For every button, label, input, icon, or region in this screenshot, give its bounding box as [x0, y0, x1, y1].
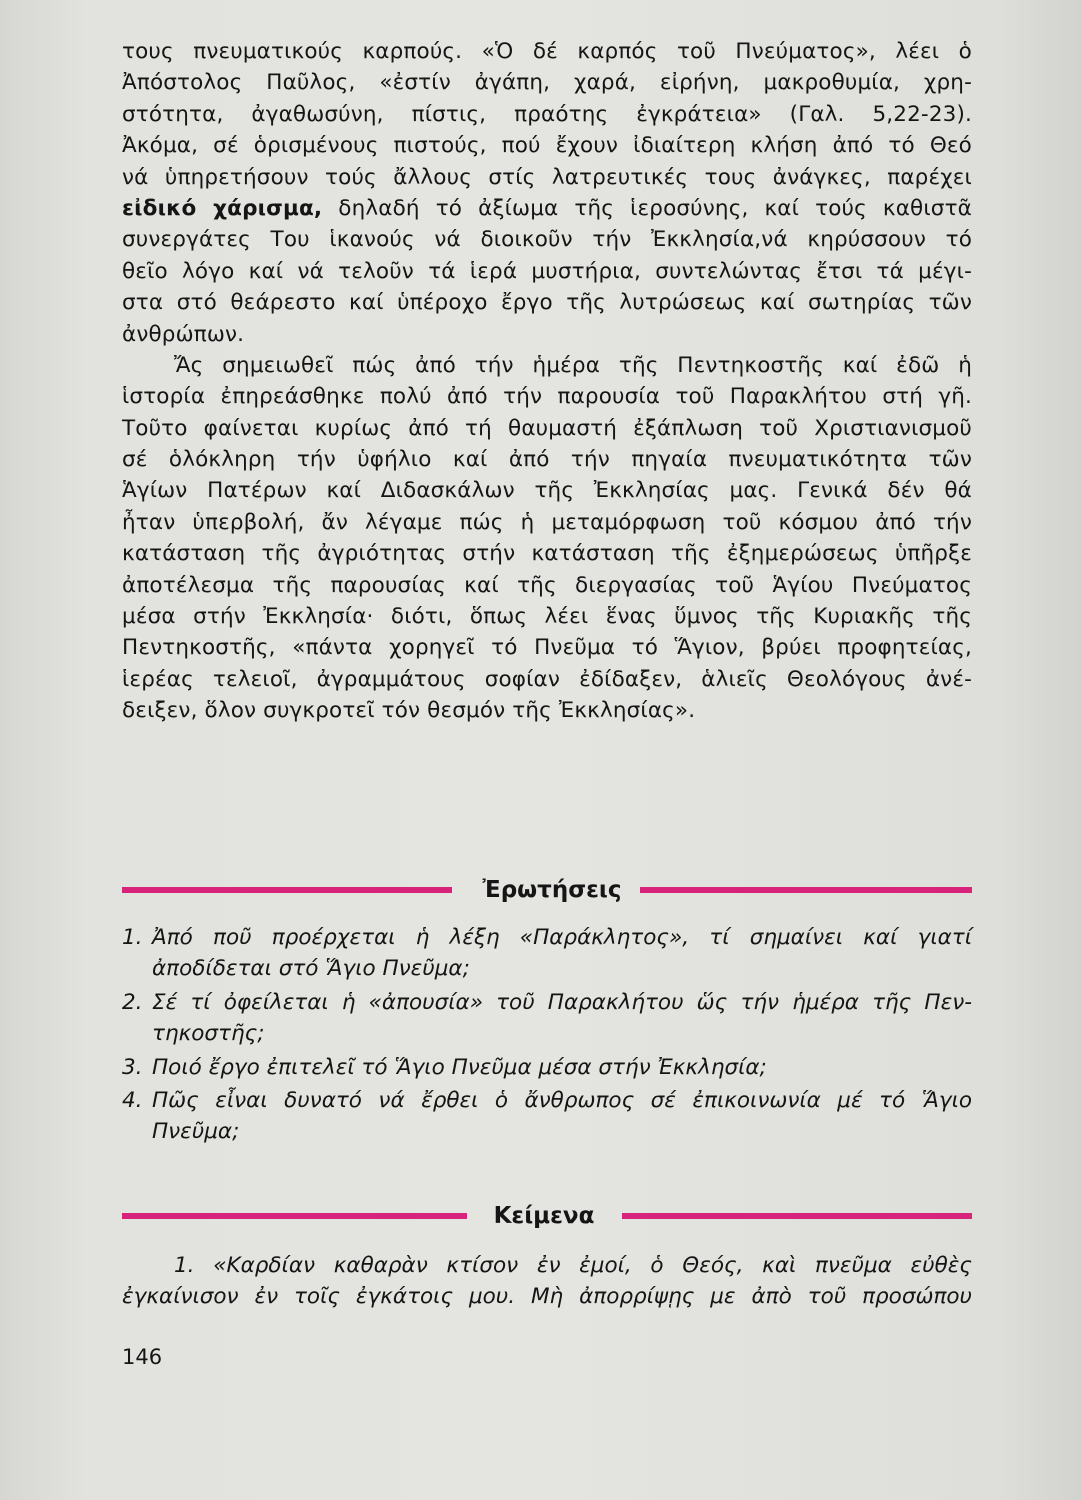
question-line: τηκοστῆς;: [152, 1021, 265, 1047]
text-line: Ἁγίων Πατέρων καί Διδασκάλων τῆς Ἐκκλησίας μας. Γενικά δέν θά: [122, 478, 972, 504]
texts-excerpt: [122, 1250, 972, 1313]
text-line: ἦταν ὑπερβολή, ἄν λέγαμε πώς ἡ μεταμόρφωση τοῦ κόσμου ἀπό τήν: [122, 509, 972, 535]
main-text: [122, 36, 972, 727]
question-line: ἀποδίδεται στό Ἅγιο Πνεῦμα;: [152, 956, 470, 982]
question-text: Πῶς εἶναι δυνατό νά ἔρθει ὁ ἄνθρωπος σέ ἐπικοινωνία μέ τό Ἅγιο: [152, 1087, 972, 1113]
text-line: στα στό θεάρεστο καί ὑπέροχο ἔργο τῆς λυτρώσεως καί σωτηρίας τῶν: [122, 290, 972, 316]
texts-title: Κείμενα: [493, 1203, 595, 1229]
question-line: [122, 987, 972, 1018]
question-item: [122, 987, 972, 1050]
question-text: Σέ τί ὀφείλεται ἡ «ἀπουσία» τοῦ Παρακλήτου ὥς τήν ἡμέρα τῆς Πεν-: [152, 989, 972, 1015]
question-line: [122, 1085, 972, 1116]
question-line: Πνεῦμα;: [152, 1119, 240, 1145]
question-item: [122, 1085, 972, 1148]
question-text: Ποιό ἔργο ἐπιτελεῖ τό Ἅγιο Πνεῦμα μέσα στήν Ἐκκλησία;: [152, 1054, 767, 1080]
excerpt-line: ἐγκαίνισον ἐν τοῖς ἐγκάτοις μου. Μὴ ἀπορρίψῃς με ἀπὸ τοῦ προσώπου: [122, 1284, 972, 1310]
text-line: Τοῦτο φαίνεται κυρίως ἀπό τή θαυμαστή ἐξάπλωση τοῦ Χριστιανισμοῦ: [122, 415, 972, 441]
texts-heading: [122, 1196, 972, 1236]
text-line: νά ὑπηρετήσουν τούς ἄλλους στίς λατρευτικές τους ἀνάγκες, παρέχει: [122, 164, 972, 190]
question-number: 1.: [122, 925, 143, 950]
text-line: Ἀπόστολος Παῦλος, «ἐστίν ἀγάπη, χαρά, εἰρήνη, μακροθυμία, χρη-: [122, 70, 972, 96]
question-line: [122, 1052, 972, 1083]
text-line: στότητα, ἀγαθωσύνη, πίστις, πραότης ἐγκράτεια» (Γαλ. 5,22-23).: [122, 101, 972, 127]
question-text: Ἀπό ποῦ προέρχεται ἡ λέξη «Παράκλητος», τί σημαίνει καί γιατί: [152, 925, 972, 950]
heading-rule-left: [122, 1213, 467, 1219]
text-line: ἀποτέλεσμα τῆς παρουσίας καί τῆς διεργασίας τοῦ Ἁγίου Πνεύματος: [122, 572, 972, 598]
question-item: [122, 1052, 972, 1083]
text-line: μέσα στήν Ἐκκλησία· διότι, ὅπως λέει ἕνας ὕμνος τῆς Κυριακῆς τῆς: [122, 604, 972, 630]
text-line: συνεργάτες Του ἱκανούς νά διοικοῦν τήν Ἐκκλησία,νά κηρύσσουν τό: [122, 227, 972, 253]
text-line: δειξεν, ὅλον συγκροτεῖ τόν θεσμόν τῆς Ἐκκλησίας».: [122, 698, 696, 724]
text-line: κατάσταση τῆς ἀγριότητας στήν κατάσταση τῆς ἐξημερώσεως ὑπῆρξε: [122, 541, 972, 567]
question-number: 4.: [122, 1087, 143, 1113]
text-line: Ἀκόμα, σέ ὁρισμένους πιστούς, πού ἔχουν ἰδιαίτερη κλήση ἀπό τό Θεό: [122, 133, 972, 159]
questions-heading: [122, 870, 972, 910]
page-number: 146: [122, 1345, 163, 1369]
heading-rule-right: [640, 887, 972, 893]
question-number: 3.: [122, 1054, 143, 1080]
question-item: [122, 922, 972, 985]
text-line: τους πνευματικούς καρπούς. «Ὁ δέ καρπός τοῦ Πνεύματος», λέει ὁ: [122, 39, 972, 64]
bold-phrase: εἰδικό χάρισμα,: [122, 195, 323, 221]
text-line: ἱερέας τελειοῖ, ἀγραμμάτους σοφίαν ἐδίδαξεν, ἁλιεῖς Θεολόγους ἀνέ-: [122, 666, 972, 692]
question-number: 2.: [122, 989, 143, 1015]
text-fragment: δηλαδή τό ἀξίωμα τῆς ἱεροσύνης, καί τούς καθιστᾶ: [322, 195, 972, 221]
questions-title: Ἐρωτήσεις: [482, 877, 622, 903]
text-line: θεῖο λόγο καί νά τελοῦν τά ἱερά μυστήρια, συντελώντας ἔτσι τά μέγι-: [122, 258, 972, 284]
text-line: σέ ὁλόκληρη τήν ὑφήλιο καί ἀπό τήν πηγαία πνευματικότητα τῶν: [122, 447, 972, 473]
question-line: [122, 922, 972, 953]
text-line: ἀνθρώπων.: [122, 321, 245, 347]
questions-list: [122, 922, 972, 1148]
heading-rule-right: [622, 1213, 972, 1219]
text-line-bold: [122, 193, 972, 224]
heading-rule-left: [122, 887, 452, 893]
excerpt-line: 1. «Καρδίαν καθαρὰν κτίσον ἐν ἐμοί, ὁ Θεός, καὶ πνεῦμα εὐθὲς: [174, 1253, 972, 1278]
text-line: Πεντηκοστῆς, «πάντα χορηγεῖ τό Πνεῦμα τό Ἅγιον, βρύει προφητείας,: [122, 635, 972, 661]
text-line: ἱστορία ἐπηρεάσθηκε πολύ ἀπό τήν παρουσία τοῦ Παρακλήτου στή γῆ.: [122, 384, 972, 410]
text-line: Ἄς σημειωθεῖ πώς ἀπό τήν ἡμέρα τῆς Πεντηκοστῆς καί ἐδῶ ἡ: [174, 352, 972, 378]
